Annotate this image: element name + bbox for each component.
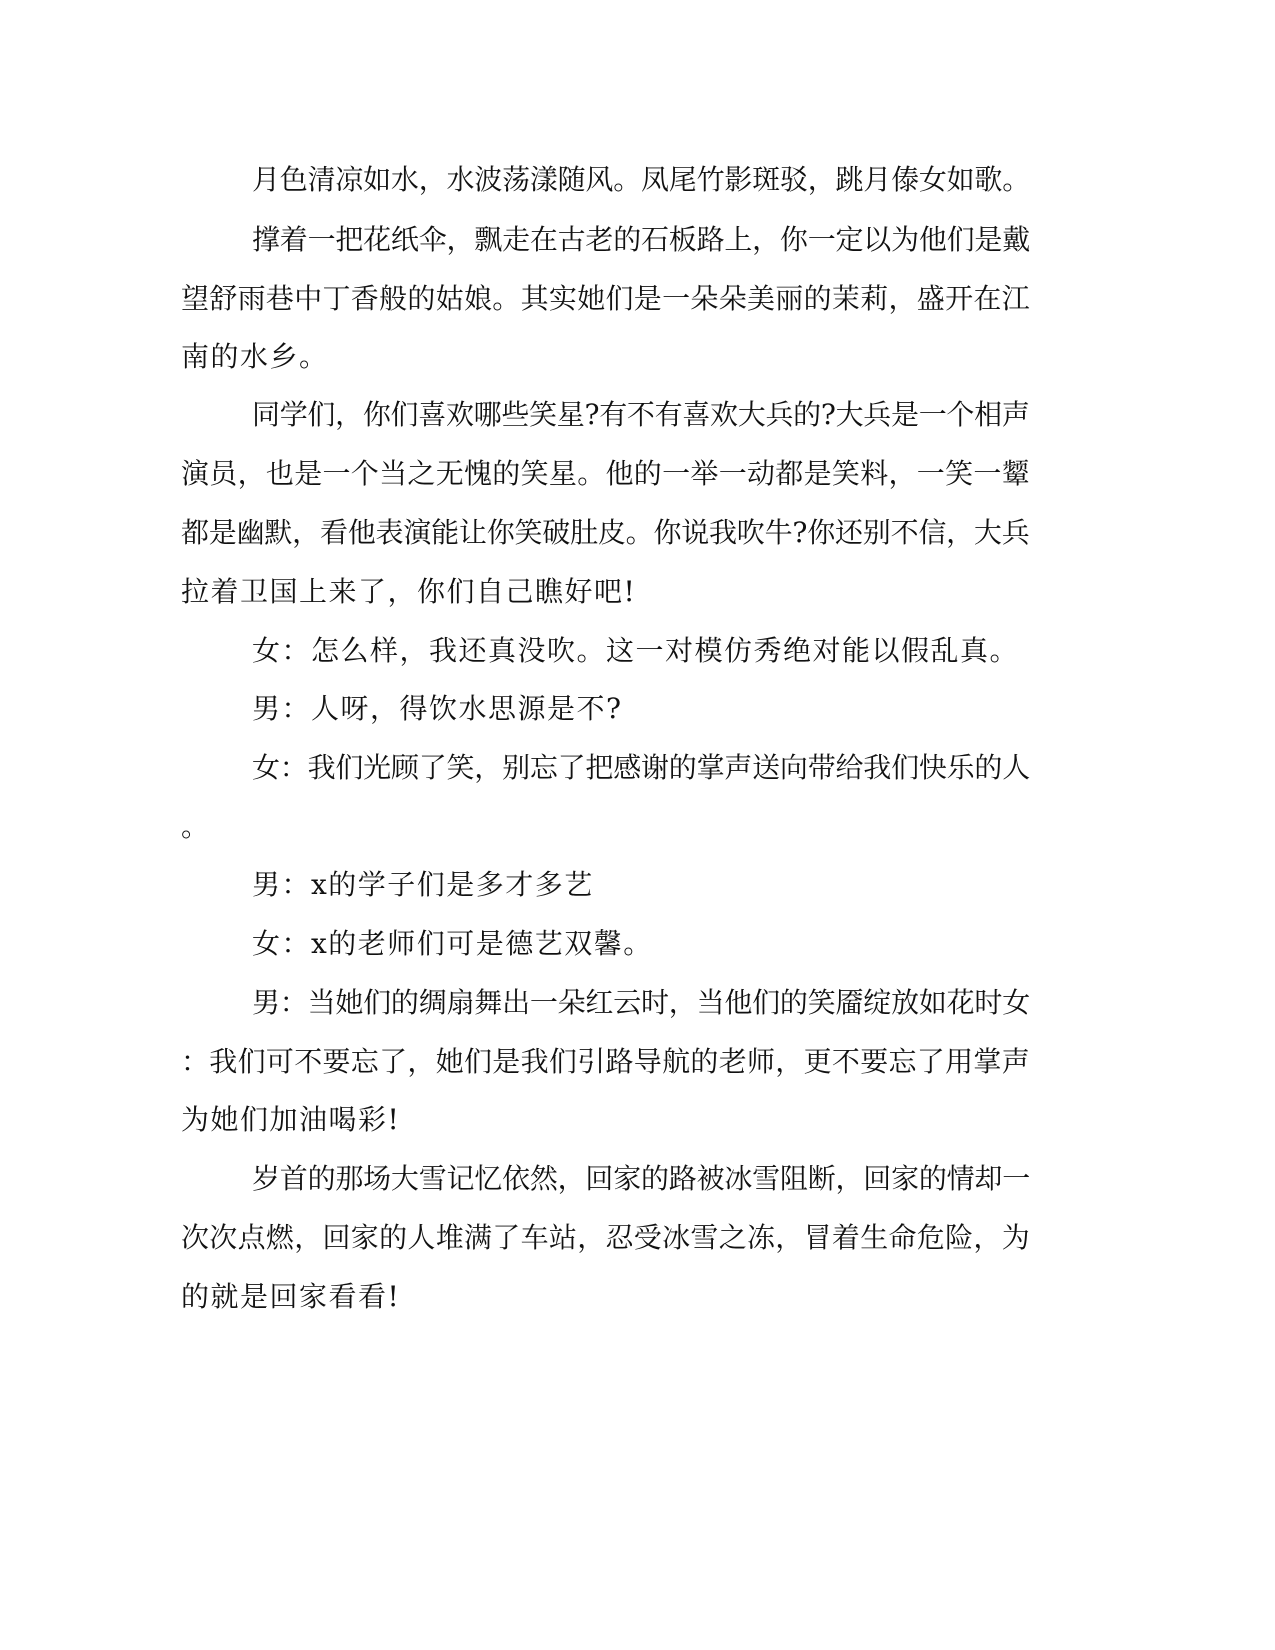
paragraph-line: 月色清凉如水，水波荡漾随风。凤尾竹影斑驳，跳月傣女如歌。 [252,163,1031,196]
paragraph-line: 男：人呀，得饮水思源是不? [252,692,623,725]
paragraph-line: 为她们加油喝彩! [181,1103,401,1136]
paragraph-line: 女：怎么样，我还真没吹。这一对模仿秀绝对能以假乱真。 [252,634,1020,667]
paragraph-line: 次次点燃，回家的人堆满了车站，忍受冰雪之冻，冒着生命危险，为 [181,1221,1031,1254]
paragraph-line: 南的水乡。 [181,340,329,373]
paragraph-line: 同学们，你们喜欢哪些笑星?有不有喜欢大兵的?大兵是一个相声 [252,398,1030,431]
paragraph-line: 女：我们光顾了笑，别忘了把感谢的掌声送向带给我们快乐的人 [252,751,1031,784]
paragraph-line: 望舒雨巷中丁香般的姑娘。其实她们是一朵朵美丽的茉莉，盛开在江 [181,282,1031,315]
paragraph-line: 。 [181,810,211,843]
paragraph-line: 的就是回家看看! [181,1280,401,1313]
paragraph-line: 男：当她们的绸扇舞出一朵红云时，当他们的笑靥绽放如花时女 [252,986,1031,1019]
paragraph-line: 拉着卫国上来了，你们自己瞧好吧! [181,575,637,608]
paragraph-line: 男：x的学子们是多才多艺 [252,868,594,901]
paragraph-line: 女：x的老师们可是德艺双馨。 [252,927,653,960]
paragraph-line: 都是幽默，看他表演能让你笑破肚皮。你说我吹牛?你还别不信，大兵 [181,516,1030,549]
paragraph-line: 岁首的那场大雪记忆依然，回家的路被冰雪阻断，回家的情却一 [252,1162,1031,1195]
paragraph-line: ：我们可不要忘了，她们是我们引路导航的老师，更不要忘了用掌声 [181,1045,1031,1078]
paragraph-line: 撑着一把花纸伞，飘走在古老的石板路上，你一定以为他们是戴 [252,223,1031,256]
paragraph-line: 演员，也是一个当之无愧的笑星。他的一举一动都是笑料，一笑一颦 [181,457,1031,490]
